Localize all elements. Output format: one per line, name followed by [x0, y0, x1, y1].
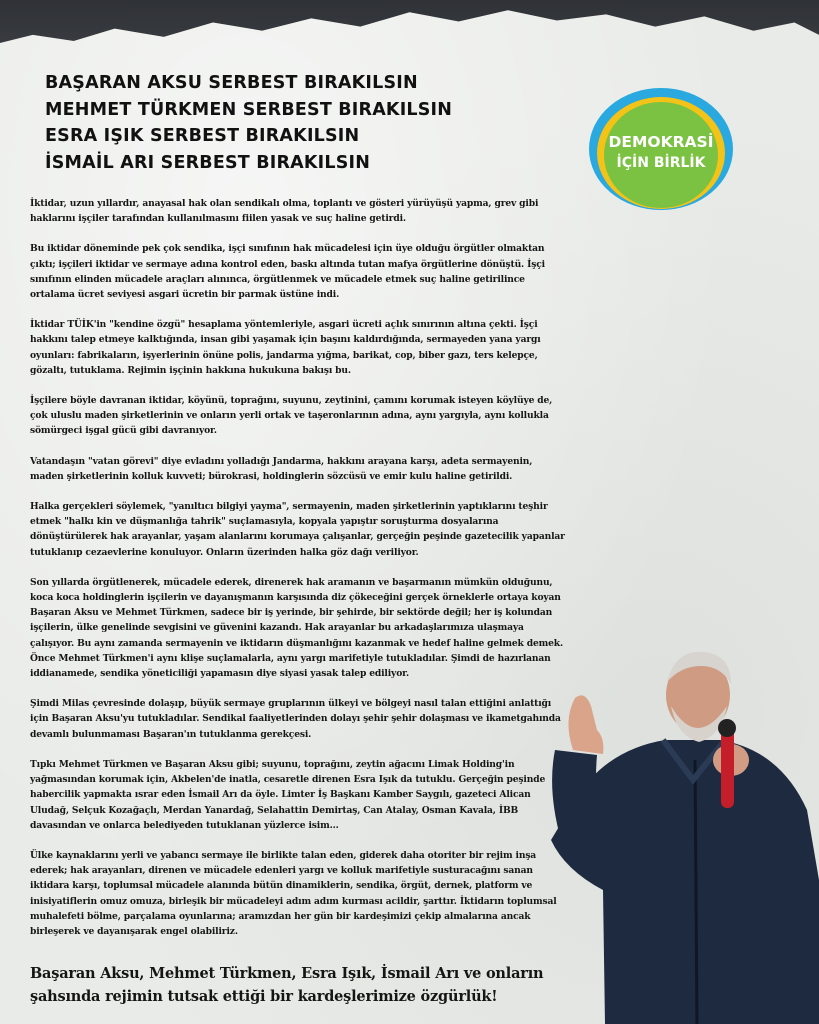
- paragraph-6: Halka gerçekleri söylemek, "yanıltıcı bilgiyi yayma", sermayenin, maden şirketlerinin yaptıklarını teşhir etmek "halkı kin ve düşmanlığa tahrik" suçlamasıyla, kopyala yapıştır soruşturma dosyalarına dönüştürülerek hak arayanlar, yaşam alanlarını korumaya çalışanlar, gerçeğin peşinde gazetecilik yapanlar tutuklanıp cezaevlerine konuluyor. Onların üzerinden halka göz dağı veriliyor.: [30, 501, 565, 558]
- headline-3: ESRA IŞIK SERBEST BIRAKILSIN: [45, 126, 360, 146]
- headline-4: İSMAİL ARI SERBEST BIRAKILSIN: [45, 152, 371, 173]
- speaker-raised-hand: [568, 695, 603, 754]
- paragraph-10: Ülke kaynaklarını yerli ve yabancı sermaye ile birlikte talan eden, giderek daha otoriter bir rejim inşa ederek; hak arayanları, direnen ve mücadele edenleri yargı ve kolluk marifetiyle susturacağını sanan iktidara karşı, toplumsal mücadele alanında bütün dinamiklerin, sendika, örgüt, dernek, platform ve inisiyatiflerin omuz omuza, birleşik bir mücadeleyi adım adım kurması acildir, şarttır. İktidarın toplumsal muhalefeti bölme, parçalama oyunlarına; aramızdan her gün bir kardeşimizi çekip almalarına ancak birleşerek ve dayanışarak engel olabiliriz.: [30, 849, 557, 937]
- paragraph-5: Vatandaşın "vatan görevi" diye evladını yolladığı Jandarma, hakkını arayana karşı, adeta sermayenin, maden şirketlerinin kolluk kuvveti; bürokrasi, holdinglerin sözcüsü ve emir kulu haline getirildi.: [30, 455, 533, 482]
- paragraph-2: Bu iktidar döneminde pek çok sendika, işçi sınıfının hak mücadelesi için üye olduğu örgütler olmaktan çıktı; işçileri iktidar ve sermaye adına kontrol eden, baskı altında tutan mafya örgütlerine dönüştü. İşçi sınıfının elinden mücadele araçları alınınca, örgütlenmek ve mücadele etmek suç haline getirilince ortalama ücret seviyesi asgari ücretin bir parmak üstüne indi.: [30, 243, 545, 301]
- demokrasi-icin-birlik-logo: [588, 87, 734, 211]
- microphone-head: [718, 719, 736, 737]
- jacket-zipper: [695, 760, 697, 1024]
- paragraph-1: İktidar, uzun yıllardır, anayasal hak olan sendikalı olma, toplantı ve gösteri yürüyüşü yapma, grev gibi haklarını işçiler tarafından kullanılmasını fiilen yasak ve suç haline getirdi.: [30, 198, 539, 225]
- paragraph-8: Şimdi Milas çevresinde dolaşıp, büyük sermaye gruplarının ülkeyi ve bölgeyi nasıl talan ettiğini anlattığı için Başaran Aksu'yu tutukladılar. Sendikal faaliyetlerinden dolayı şehir şehir dolaşması ve ikametgahında devamlı bulunmaması Başaran'ın tutuklanma gerekçesi.: [30, 698, 561, 740]
- headline-1: BAŞARAN AKSU SERBEST BIRAKILSIN: [45, 73, 418, 93]
- statement-body: [30, 196, 565, 954]
- logo-text-line2: İÇİN BİRLİK: [616, 155, 706, 171]
- paragraph-9: Tıpkı Mehmet Türkmen ve Başaran Aksu gibi; suyunu, toprağını, zeytin ağacını Limak Holding'in yağmasından korumak için, Akbelen'de inatla, cesaretle direnen Esra Işık da tutuklu. Gerçeğin peşinde habercilik yapmakta ısrar eden İsmail Arı da öyle. Limter İş Başkanı Kamber Saygılı, gazeteci Alican Uludağ, Selçuk Kozağaçlı, Merdan Yanardağ, Selahattin Demirtaş, Can Atalay, Osman Kavala, İBB davasından ve onlarca belediyeden tutuklanan yüzlerce isim...: [30, 758, 546, 831]
- paragraph-3: İktidar TÜİK'in "kendine özgü" hesaplama yöntemleriyle, asgari ücreti açlık sınırının altına çekti. İşçi hakkını talep etmeye kalktığında, insan gibi yaşamak için başını kaldırdığında, sermayeden yana yargı oyunları: fabrikaların, işyerlerinin önüne polis, jandarma yığma, barikat, cop, biber gazı, ters kelepçe, gözaltı, tutuklama. Rejimin işçinin hakkına hukukuna bakışı bu.: [30, 319, 541, 376]
- closing-statement: Başaran Aksu, Mehmet Türkmen, Esra Işık, İsmail Arı ve onların şahsında rejimin tutsak ettiği bir kardeşlerimize özgürlük!: [30, 965, 544, 1005]
- logo-text-line1: DEMOKRASİ: [608, 133, 714, 151]
- paragraph-4: İşçilere böyle davranan iktidar, köyünü, toprağını, suyunu, zeytinini, çamını korumak isteyen köylüye de, çok uluslu maden şirketlerinin ve onların yerli ortak ve taşeronlarının adına, aynı yargıyla, aynı kollukla sömürgeci işgal gücü gibi davranıyor.: [30, 395, 553, 437]
- paragraph-7: Son yıllarda örgütlenerek, mücadele ederek, direnerek hak aramanın ve başarmanın mümkün olduğunu, koca koca holdinglerin işçilerin ve dayanışmanın karşısında diz çökeceğini gerçek örneklerle ortaya koyan Başaran Aksu ve Mehmet Türkmen, sadece bir iş yerinde, bir şehirde, bir sektörde değil; her iş kolundan işçilerin, ülke genelinde sevgisini ve güvenini kazandı. Hak arayanlar bu arkadaşlarımıza ulaşmaya çalışıyor. Bu aynı zamanda sermayenin ve iktidarın düşmanlığını kazanmak ve hedef haline gelmek demek. Önce Mehmet Türkmen'i aynı klişe suçlamalarla, aynı yargı marifetiyle tutukladılar. Şimdi de hazırlanan iddianamede, sendika yöneticiliği yapamasın diye siyasi yasak talep ediliyor.: [30, 576, 563, 680]
- microphone-icon: [721, 726, 734, 808]
- speaker-photo: [545, 640, 819, 1024]
- headline-2: MEHMET TÜRKMEN SERBEST BIRAKILSIN: [45, 99, 453, 120]
- headline-block: [45, 70, 515, 176]
